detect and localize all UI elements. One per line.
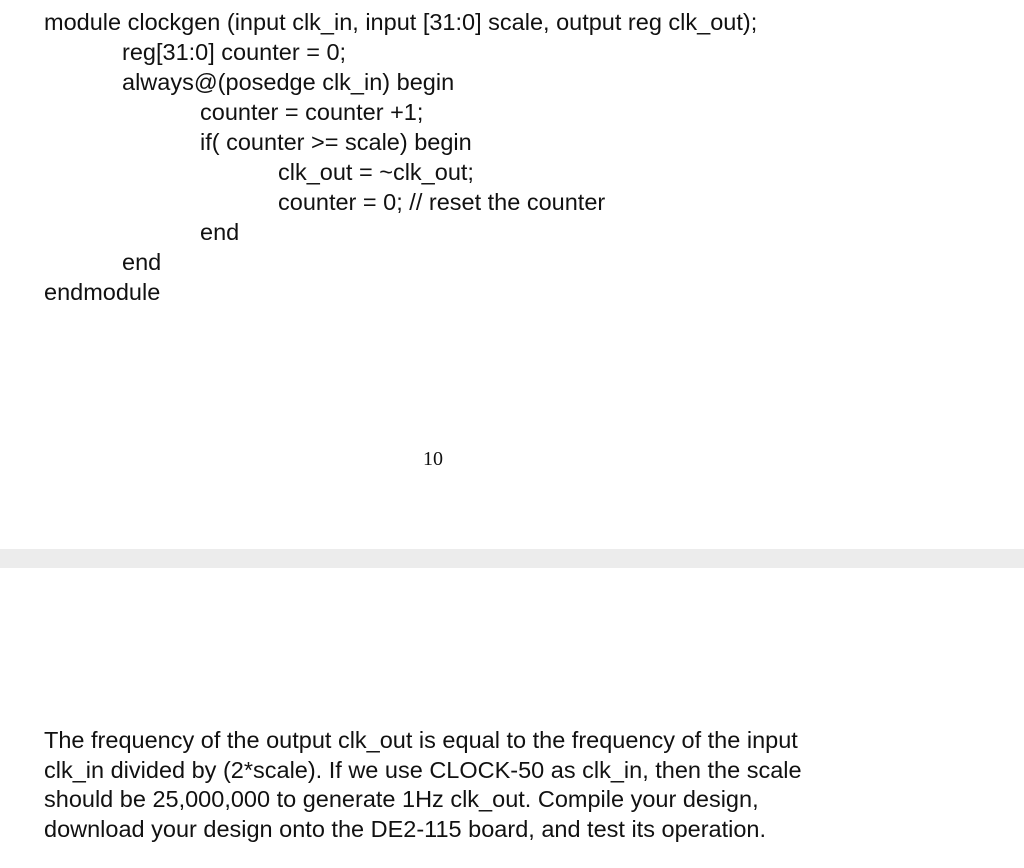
instruction-paragraph — [44, 726, 944, 845]
code-line: clk_out = ~clk_out; — [278, 159, 474, 185]
code-line: end — [122, 249, 162, 275]
page-separator — [0, 549, 1024, 568]
code-line: always@(posedge clk_in) begin — [122, 69, 455, 95]
document-page-lower — [0, 568, 1024, 868]
code-line: endmodule — [44, 279, 161, 305]
code-line: counter = counter +1; — [200, 99, 424, 125]
paragraph-line: The frequency of the output clk_out is equal to the frequency of the input — [44, 727, 798, 753]
code-line: reg[31:0] counter = 0; — [122, 39, 347, 65]
code-line: counter = 0; // reset the counter — [278, 189, 606, 215]
paragraph-line: download your design onto the DE2-115 board, and test its operation. — [44, 816, 767, 843]
code-line: if( counter >= scale) begin — [200, 129, 472, 155]
paragraph-line: should be 25,000,000 to generate 1Hz clk_out. Compile your design, — [44, 786, 759, 813]
code-line: module clockgen (input clk_in, input [31:0] scale, output reg clk_out); — [44, 9, 758, 35]
page-number: 10 — [423, 448, 443, 470]
paragraph-line: clk_in divided by (2*scale). If we use CLOCK-50 as clk_in, then the scale — [44, 756, 802, 783]
code-line: end — [200, 219, 240, 245]
